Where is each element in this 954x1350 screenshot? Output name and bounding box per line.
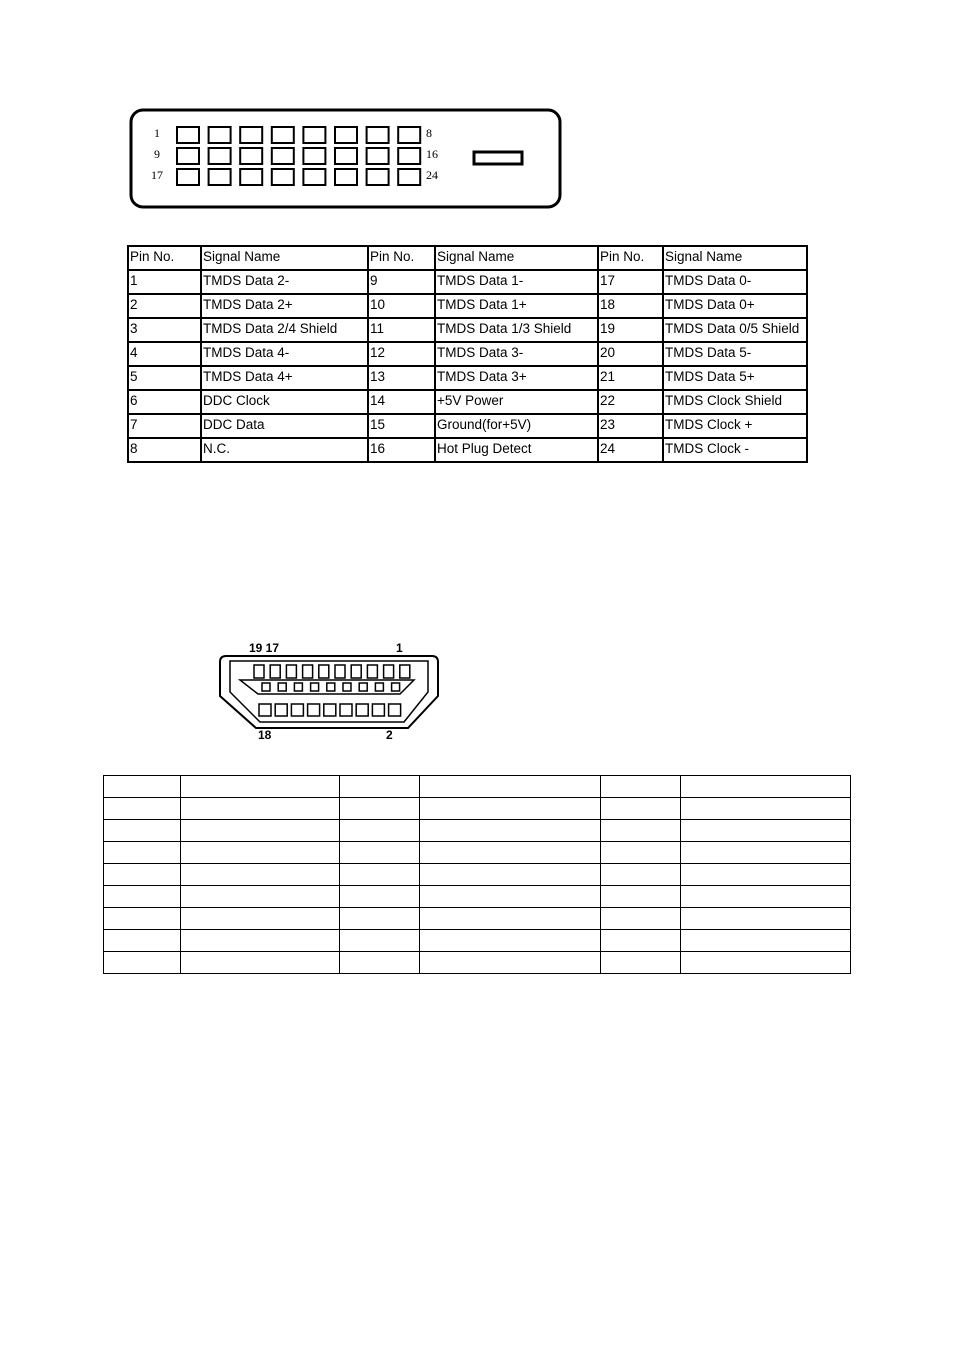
hdmi-pin-middle [375,683,383,691]
table-cell [340,952,420,974]
table-cell [181,952,340,974]
hdmi-pin-middle [278,683,286,691]
hdmi-pin-bottom [340,704,352,716]
dvi-pin [303,148,325,164]
hdmi-pin-top [367,665,377,678]
table-cell [181,864,340,886]
hdmi-pin-top [319,665,329,678]
table-cell [420,930,601,952]
hdmi-pin-bottom [372,704,384,716]
header-signal-name: Signal Name [435,246,598,270]
signal-name: Ground(for+5V) [435,414,598,438]
signal-name: DDC Data [201,414,368,438]
signal-name: TMDS Data 3+ [435,366,598,390]
pin-number: 23 [598,414,663,438]
hdmi-pin-grid [254,665,410,716]
table-cell [104,864,181,886]
table-cell [104,952,181,974]
dvi-pin [272,169,294,185]
table-cell [181,798,340,820]
table-cell [181,842,340,864]
table-cell [104,842,181,864]
table-cell [340,820,420,842]
table-cell [601,908,681,930]
table-cell [681,820,851,842]
table-cell [601,952,681,974]
table-cell [681,842,851,864]
dvi-connector-diagram [126,105,566,213]
table-row [104,842,851,864]
table-cell [420,798,601,820]
hdmi-pin-top [400,665,410,678]
dvi-pin-grid [177,127,420,185]
table-cell [104,886,181,908]
signal-name: TMDS Data 5+ [663,366,807,390]
pin-number: 8 [128,438,201,462]
dvi-pin [303,169,325,185]
hdmi-pin-top [351,665,361,678]
table-cell [340,886,420,908]
table-cell [681,864,851,886]
dvi-pin-label-16: 16 [426,147,438,161]
signal-name: TMDS Clock + [663,414,807,438]
header-signal-name: Signal Name [201,246,368,270]
table-cell [181,886,340,908]
hdmi-pin-top [286,665,296,678]
hdmi-label-18: 18 [258,728,272,742]
table-cell [420,820,601,842]
hdmi-pin-top [335,665,345,678]
signal-name: TMDS Data 1- [435,270,598,294]
signal-name: +5V Power [435,390,598,414]
dvi-pin [240,169,262,185]
pin-number: 16 [368,438,435,462]
hdmi-pin-bottom [291,704,303,716]
signal-name: TMDS Data 1/3 Shield [435,318,598,342]
pin-number: 21 [598,366,663,390]
header-pin-no: Pin No. [128,246,201,270]
signal-name: TMDS Data 2/4 Shield [201,318,368,342]
dvi-flat-blade [474,152,522,164]
dvi-pin-label-9: 9 [154,147,160,161]
signal-name: N.C. [201,438,368,462]
table-row [128,342,807,366]
table-row [104,930,851,952]
table-cell [681,886,851,908]
table-cell [104,776,181,798]
signal-name: TMDS Data 3- [435,342,598,366]
table-row [128,414,807,438]
pin-number: 10 [368,294,435,318]
hdmi-pin-middle [343,683,351,691]
table-row [128,438,807,462]
hdmi-pin-table [103,775,851,974]
hdmi-label-2: 2 [386,728,393,742]
table-cell [340,776,420,798]
dvi-pin [209,127,231,143]
pin-number: 2 [128,294,201,318]
hdmi-pin-top [384,665,394,678]
dvi-pin [177,127,199,143]
dvi-table-header-row [128,246,807,270]
signal-name: TMDS Data 0+ [663,294,807,318]
table-cell [601,776,681,798]
dvi-pin [177,148,199,164]
hdmi-pin-bottom [389,704,401,716]
hdmi-pin-top [270,665,280,678]
table-cell [104,930,181,952]
signal-name: TMDS Data 4+ [201,366,368,390]
dvi-pin [335,148,357,164]
table-cell [601,820,681,842]
table-cell [181,776,340,798]
dvi-pin-label-17: 17 [151,168,163,182]
pin-number: 24 [598,438,663,462]
table-cell [601,886,681,908]
dvi-pin [240,127,262,143]
table-cell [601,798,681,820]
table-row [128,270,807,294]
dvi-pin-label-1: 1 [154,126,160,140]
pin-number: 19 [598,318,663,342]
table-row [104,798,851,820]
signal-name: TMDS Data 5- [663,342,807,366]
dvi-pin-label-24: 24 [426,168,438,182]
table-cell [420,842,601,864]
table-cell [420,864,601,886]
hdmi-pin-bottom [356,704,368,716]
hdmi-pin-middle [327,683,335,691]
pin-number: 12 [368,342,435,366]
hdmi-pin-middle [294,683,302,691]
hdmi-pin-middle [262,683,270,691]
dvi-pin [367,169,389,185]
dvi-pin [177,169,199,185]
table-cell [681,798,851,820]
signal-name: Hot Plug Detect [435,438,598,462]
dvi-pin [303,127,325,143]
signal-name: TMDS Clock Shield [663,390,807,414]
hdmi-pin-middle [359,683,367,691]
table-cell [181,908,340,930]
hdmi-pin-top [254,665,264,678]
hdmi-pin-bottom [324,704,336,716]
signal-name: TMDS Data 4- [201,342,368,366]
table-cell [340,842,420,864]
table-cell [181,930,340,952]
table-cell [340,798,420,820]
dvi-pin-table [127,245,808,463]
pin-number: 11 [368,318,435,342]
table-row [128,294,807,318]
table-cell [420,908,601,930]
table-cell [104,798,181,820]
dvi-pin [240,148,262,164]
hdmi-pin-bottom [308,704,320,716]
dvi-pin [335,127,357,143]
table-cell [420,952,601,974]
table-row [128,366,807,390]
hdmi-pin-bottom [275,704,287,716]
signal-name: TMDS Data 0- [663,270,807,294]
header-pin-no: Pin No. [598,246,663,270]
table-cell [340,864,420,886]
signal-name: TMDS Clock - [663,438,807,462]
dvi-pin [209,169,231,185]
signal-name: DDC Clock [201,390,368,414]
pin-number: 5 [128,366,201,390]
dvi-pin [367,127,389,143]
table-cell [340,930,420,952]
hdmi-label-19-17: 19 17 [249,641,280,655]
header-signal-name: Signal Name [663,246,807,270]
dvi-pin-label-8: 8 [426,126,432,140]
table-row [104,886,851,908]
pin-number: 1 [128,270,201,294]
signal-name: TMDS Data 0/5 Shield [663,318,807,342]
hdmi-pin-bottom [259,704,271,716]
hdmi-connector-diagram [214,636,444,748]
table-cell [181,820,340,842]
table-cell [420,886,601,908]
dvi-pin [209,148,231,164]
table-row [128,318,807,342]
hdmi-pin-middle [392,683,400,691]
pin-number: 3 [128,318,201,342]
pin-number: 18 [598,294,663,318]
pin-number: 6 [128,390,201,414]
pin-number: 22 [598,390,663,414]
pin-number: 7 [128,414,201,438]
signal-name: TMDS Data 2- [201,270,368,294]
table-cell [420,776,601,798]
table-cell [601,864,681,886]
hdmi-label-1: 1 [396,641,403,655]
header-pin-no: Pin No. [368,246,435,270]
dvi-pin [335,169,357,185]
table-cell [601,842,681,864]
table-cell [681,776,851,798]
hdmi-pin-top [303,665,313,678]
dvi-pin [367,148,389,164]
pin-number: 15 [368,414,435,438]
table-row [104,952,851,974]
table-row [104,908,851,930]
table-cell [601,930,681,952]
dvi-pin [398,127,420,143]
table-cell [104,908,181,930]
table-row [104,864,851,886]
table-cell [681,908,851,930]
pin-number: 9 [368,270,435,294]
pin-number: 14 [368,390,435,414]
signal-name: TMDS Data 1+ [435,294,598,318]
signal-name: TMDS Data 2+ [201,294,368,318]
dvi-pin [272,148,294,164]
table-row [104,776,851,798]
table-row [128,390,807,414]
pin-number: 20 [598,342,663,366]
table-cell [681,952,851,974]
pin-number: 17 [598,270,663,294]
table-cell [681,930,851,952]
hdmi-pin-middle [311,683,319,691]
dvi-pin [398,148,420,164]
table-row [104,820,851,842]
dvi-pin [398,169,420,185]
table-cell [104,820,181,842]
pin-number: 13 [368,366,435,390]
table-cell [340,908,420,930]
dvi-pin [272,127,294,143]
pin-number: 4 [128,342,201,366]
